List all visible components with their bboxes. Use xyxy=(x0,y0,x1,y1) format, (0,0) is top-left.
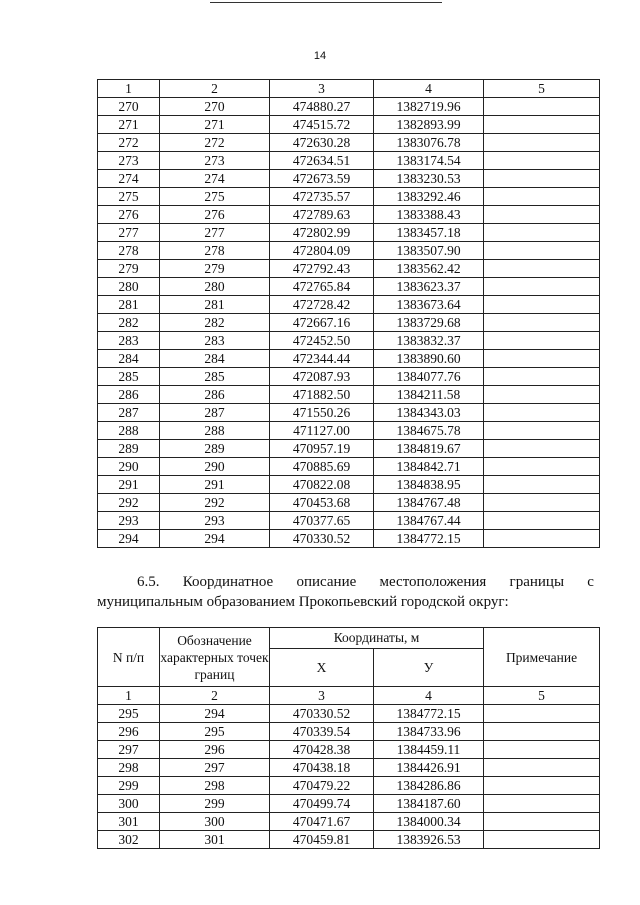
table-cell: 270 xyxy=(98,98,160,116)
table-row xyxy=(98,152,600,170)
table-cell: 1384077.76 xyxy=(374,368,484,386)
table-cell: 289 xyxy=(160,440,270,458)
table-cell: 472789.63 xyxy=(270,206,374,224)
table-cell: 298 xyxy=(98,759,160,777)
paragraph-line-1 xyxy=(97,572,594,592)
table-cell: 472630.28 xyxy=(270,134,374,152)
table-cell: 285 xyxy=(160,368,270,386)
table-cell: 283 xyxy=(98,332,160,350)
table-cell xyxy=(484,422,600,440)
table-cell: 1383076.78 xyxy=(374,134,484,152)
table-cell: 290 xyxy=(160,458,270,476)
table-header-row xyxy=(98,628,600,649)
number-cell: 1 xyxy=(98,687,160,705)
table-cell: 280 xyxy=(160,278,270,296)
table-cell: 470471.67 xyxy=(270,813,374,831)
table-cell: 301 xyxy=(160,831,270,849)
table-cell: 271 xyxy=(160,116,270,134)
top-rule xyxy=(210,2,442,3)
table-cell: 277 xyxy=(160,224,270,242)
table-cell: 293 xyxy=(98,512,160,530)
table-cell: 287 xyxy=(98,404,160,422)
table-cell: 292 xyxy=(98,494,160,512)
table-row xyxy=(98,170,600,188)
table-cell: 1384767.48 xyxy=(374,494,484,512)
header-x: X xyxy=(270,649,374,687)
table-cell: 1383926.53 xyxy=(374,831,484,849)
table-cell: 281 xyxy=(160,296,270,314)
table-cell: 297 xyxy=(98,741,160,759)
table-cell: 1384675.78 xyxy=(374,422,484,440)
table-cell: 472667.16 xyxy=(270,314,374,332)
table-cell xyxy=(484,458,600,476)
table-row xyxy=(98,224,600,242)
table-cell: 472344.44 xyxy=(270,350,374,368)
number-cell: 2 xyxy=(160,687,270,705)
paragraph-word: описание xyxy=(296,574,357,590)
table-cell: 1383292.46 xyxy=(374,188,484,206)
header-cell: 4 xyxy=(374,80,484,98)
table-row xyxy=(98,777,600,795)
table-cell: 282 xyxy=(160,314,270,332)
table-row xyxy=(98,494,600,512)
table-cell: 296 xyxy=(160,741,270,759)
table-cell: 284 xyxy=(160,350,270,368)
table-cell: 273 xyxy=(160,152,270,170)
table-cell xyxy=(484,116,600,134)
table-cell: 300 xyxy=(98,795,160,813)
table-row xyxy=(98,386,600,404)
table-row xyxy=(98,368,600,386)
table-cell xyxy=(484,494,600,512)
table-cell: 470330.52 xyxy=(270,530,374,548)
table-row xyxy=(98,404,600,422)
table-cell xyxy=(484,476,600,494)
table-cell: 296 xyxy=(98,723,160,741)
table-cell xyxy=(484,350,600,368)
paragraph-line-2: муниципальным образованием Прокопьевский городской округ: xyxy=(97,594,509,610)
table-cell: 470453.68 xyxy=(270,494,374,512)
table-cell: 470957.19 xyxy=(270,440,374,458)
table-cell: 1384772.15 xyxy=(374,530,484,548)
table-row xyxy=(98,188,600,206)
table-cell xyxy=(484,795,600,813)
section-number: 6.5. xyxy=(137,574,160,590)
table-cell: 1383832.37 xyxy=(374,332,484,350)
table-cell: 471127.00 xyxy=(270,422,374,440)
table-cell: 272 xyxy=(160,134,270,152)
table-cell: 279 xyxy=(98,260,160,278)
table-cell: 1384819.67 xyxy=(374,440,484,458)
table-cell: 470428.38 xyxy=(270,741,374,759)
table-cell: 292 xyxy=(160,494,270,512)
table-cell xyxy=(484,332,600,350)
table-cell: 295 xyxy=(98,705,160,723)
table-cell: 472087.93 xyxy=(270,368,374,386)
table-row xyxy=(98,813,600,831)
table-cell: 288 xyxy=(160,422,270,440)
table-cell: 275 xyxy=(98,188,160,206)
table-cell: 1384426.91 xyxy=(374,759,484,777)
table-cell: 285 xyxy=(98,368,160,386)
table-cell xyxy=(484,188,600,206)
table-cell: 472792.43 xyxy=(270,260,374,278)
table-cell: 472728.42 xyxy=(270,296,374,314)
table-cell: 284 xyxy=(98,350,160,368)
table-cell: 278 xyxy=(160,242,270,260)
table-row xyxy=(98,512,600,530)
table-cell: 1383729.68 xyxy=(374,314,484,332)
table-cell xyxy=(484,404,600,422)
table-cell: 278 xyxy=(98,242,160,260)
section-paragraph xyxy=(97,572,594,612)
table-cell: 471882.50 xyxy=(270,386,374,404)
paragraph-word: границы xyxy=(509,574,565,590)
table-cell xyxy=(484,530,600,548)
table-cell: 289 xyxy=(98,440,160,458)
table-cell: 279 xyxy=(160,260,270,278)
table-cell: 1384772.15 xyxy=(374,705,484,723)
table-cell xyxy=(484,152,600,170)
table-cell xyxy=(484,440,600,458)
table-cell: 470822.08 xyxy=(270,476,374,494)
table-cell: 291 xyxy=(160,476,270,494)
table-number-row xyxy=(98,687,600,705)
table-cell: 288 xyxy=(98,422,160,440)
table-cell: 299 xyxy=(160,795,270,813)
table-cell: 1383507.90 xyxy=(374,242,484,260)
table-cell: 270 xyxy=(160,98,270,116)
table-cell: 472634.51 xyxy=(270,152,374,170)
table-cell: 290 xyxy=(98,458,160,476)
table-cell: 280 xyxy=(98,278,160,296)
table-cell: 1384733.96 xyxy=(374,723,484,741)
table-cell xyxy=(484,134,600,152)
table-row xyxy=(98,260,600,278)
table-cell: 274 xyxy=(98,170,160,188)
table-cell: 472802.99 xyxy=(270,224,374,242)
page-number: 14 xyxy=(313,50,327,62)
table-cell: 298 xyxy=(160,777,270,795)
table-cell: 301 xyxy=(98,813,160,831)
table-cell: 273 xyxy=(98,152,160,170)
table-row xyxy=(98,134,600,152)
table-cell: 1384838.95 xyxy=(374,476,484,494)
table-cell: 470479.22 xyxy=(270,777,374,795)
table-row xyxy=(98,296,600,314)
table-cell: 274 xyxy=(160,170,270,188)
coordinates-table-continued xyxy=(97,79,600,548)
table-cell: 295 xyxy=(160,723,270,741)
table-cell: 271 xyxy=(98,116,160,134)
table-row xyxy=(98,242,600,260)
table-cell xyxy=(484,368,600,386)
table-cell: 286 xyxy=(98,386,160,404)
table-cell: 472673.59 xyxy=(270,170,374,188)
table-row xyxy=(98,350,600,368)
table-cell: 300 xyxy=(160,813,270,831)
paragraph-word: Координатное xyxy=(182,574,274,590)
table-cell: 1383457.18 xyxy=(374,224,484,242)
table-row xyxy=(98,206,600,224)
table-row xyxy=(98,476,600,494)
table-cell: 1384767.44 xyxy=(374,512,484,530)
table-row xyxy=(98,458,600,476)
table-cell xyxy=(484,831,600,849)
table-cell: 1384000.34 xyxy=(374,813,484,831)
table-cell: 1383890.60 xyxy=(374,350,484,368)
table-row xyxy=(98,98,600,116)
table-cell xyxy=(484,705,600,723)
table-cell xyxy=(484,723,600,741)
table-row xyxy=(98,741,600,759)
table-cell: 1382719.96 xyxy=(374,98,484,116)
table-cell: 1383623.37 xyxy=(374,278,484,296)
number-cell: 3 xyxy=(270,687,374,705)
table-header-row xyxy=(98,80,600,98)
table-cell: 294 xyxy=(160,530,270,548)
table-cell xyxy=(484,206,600,224)
number-cell: 4 xyxy=(374,687,484,705)
table-cell: 1383388.43 xyxy=(374,206,484,224)
table-row xyxy=(98,705,600,723)
header-cell: 1 xyxy=(98,80,160,98)
table-cell: 470377.65 xyxy=(270,512,374,530)
table-cell xyxy=(484,296,600,314)
table-cell: 283 xyxy=(160,332,270,350)
table-cell: 294 xyxy=(160,705,270,723)
table-cell xyxy=(484,170,600,188)
table-cell: 282 xyxy=(98,314,160,332)
header-cell: 3 xyxy=(270,80,374,98)
table-cell xyxy=(484,260,600,278)
prokopyevsk-boundary-table xyxy=(97,627,600,849)
header-note: Примечание xyxy=(484,628,600,687)
table-cell xyxy=(484,314,600,332)
table-cell: 287 xyxy=(160,404,270,422)
table-cell: 470438.18 xyxy=(270,759,374,777)
table-cell xyxy=(484,242,600,260)
header-cell: 2 xyxy=(160,80,270,98)
table-cell: 1384842.71 xyxy=(374,458,484,476)
table-row xyxy=(98,116,600,134)
table-cell xyxy=(484,759,600,777)
table-cell: 1384211.58 xyxy=(374,386,484,404)
table-cell: 293 xyxy=(160,512,270,530)
table-row xyxy=(98,278,600,296)
table-cell: 302 xyxy=(98,831,160,849)
table-row xyxy=(98,723,600,741)
table-cell: 472735.57 xyxy=(270,188,374,206)
table-cell: 471550.26 xyxy=(270,404,374,422)
header-y: У xyxy=(374,649,484,687)
header-designation: Обозначение характерных точек границ xyxy=(160,628,270,687)
table-cell: 299 xyxy=(98,777,160,795)
table-row xyxy=(98,831,600,849)
table-row xyxy=(98,440,600,458)
table-cell: 276 xyxy=(98,206,160,224)
header-n: N п/п xyxy=(98,628,160,687)
table-cell xyxy=(484,224,600,242)
table-cell: 1383673.64 xyxy=(374,296,484,314)
table-row xyxy=(98,314,600,332)
table-cell: 470459.81 xyxy=(270,831,374,849)
table-cell: 470885.69 xyxy=(270,458,374,476)
table-row xyxy=(98,332,600,350)
table-cell: 1384459.11 xyxy=(374,741,484,759)
table-cell: 281 xyxy=(98,296,160,314)
table-cell: 286 xyxy=(160,386,270,404)
table-cell: 1384286.86 xyxy=(374,777,484,795)
table-cell xyxy=(484,741,600,759)
header-cell: 5 xyxy=(484,80,600,98)
table-cell: 472452.50 xyxy=(270,332,374,350)
header-coordinates: Координаты, м xyxy=(270,628,484,649)
table-row xyxy=(98,530,600,548)
table-cell xyxy=(484,777,600,795)
table-cell: 472804.09 xyxy=(270,242,374,260)
table-cell: 472765.84 xyxy=(270,278,374,296)
table-cell: 297 xyxy=(160,759,270,777)
table-cell: 1384187.60 xyxy=(374,795,484,813)
table-row xyxy=(98,422,600,440)
table-cell: 470330.52 xyxy=(270,705,374,723)
table-cell: 272 xyxy=(98,134,160,152)
table-cell: 1383230.53 xyxy=(374,170,484,188)
table-cell: 275 xyxy=(160,188,270,206)
paragraph-word: местоположения xyxy=(379,574,487,590)
table-cell: 474515.72 xyxy=(270,116,374,134)
table-row xyxy=(98,795,600,813)
table-cell xyxy=(484,512,600,530)
table-cell: 277 xyxy=(98,224,160,242)
table-cell: 294 xyxy=(98,530,160,548)
table-cell: 276 xyxy=(160,206,270,224)
table-cell: 470499.74 xyxy=(270,795,374,813)
table-row xyxy=(98,759,600,777)
table-cell: 1383174.54 xyxy=(374,152,484,170)
table-cell: 1382893.99 xyxy=(374,116,484,134)
table-cell: 291 xyxy=(98,476,160,494)
table-cell: 470339.54 xyxy=(270,723,374,741)
number-cell: 5 xyxy=(484,687,600,705)
table-cell xyxy=(484,813,600,831)
table-cell: 1384343.03 xyxy=(374,404,484,422)
table-cell xyxy=(484,278,600,296)
paragraph-word: с xyxy=(587,574,594,590)
table-cell xyxy=(484,386,600,404)
table-cell: 474880.27 xyxy=(270,98,374,116)
table-cell xyxy=(484,98,600,116)
table-cell: 1383562.42 xyxy=(374,260,484,278)
